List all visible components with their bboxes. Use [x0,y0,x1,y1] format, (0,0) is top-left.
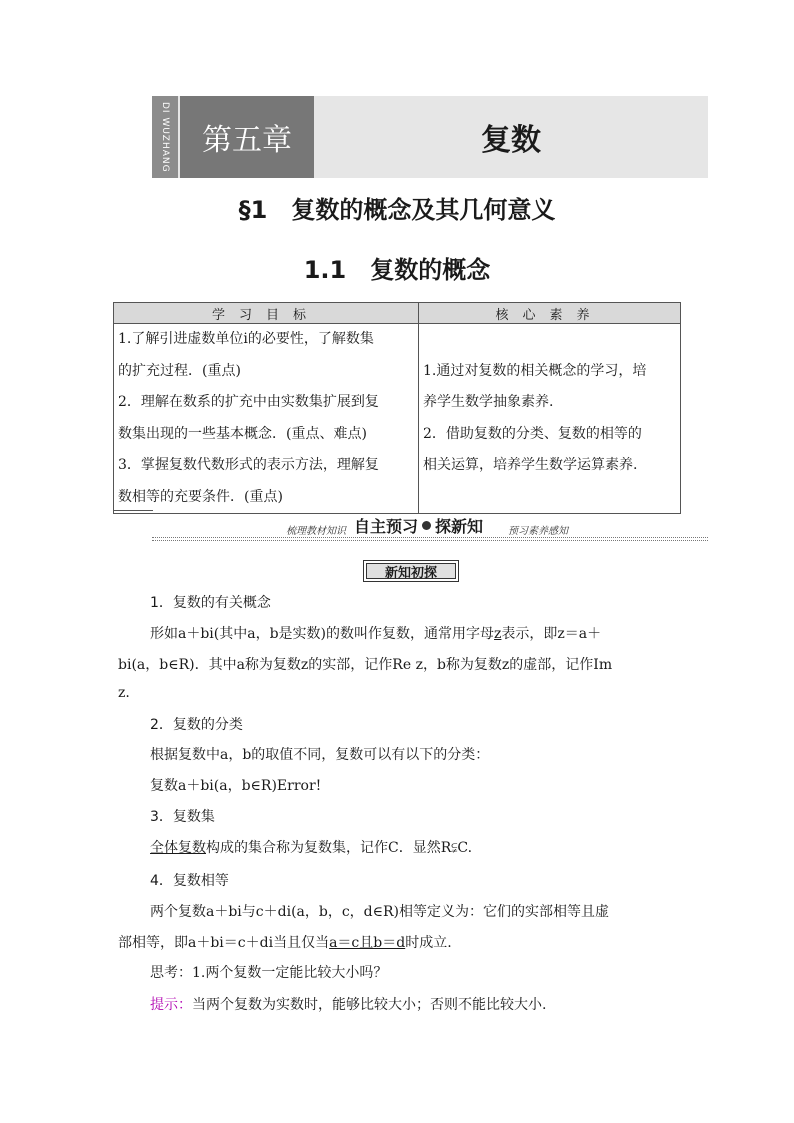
bullet-icon [422,521,431,530]
band-right-caption: 预习素养感知 [508,526,568,537]
literacy-line: 1.通过对复数的相关概念的学习，培 [423,362,647,379]
literacy-line: 相关运算，培养学生数学运算素养. [423,457,638,473]
subsection-title: 1.1 复数的概念 [303,256,491,284]
chapter-number: 第五章 [180,96,314,178]
literacy-line: 2．借助复数的分类、复数的相等的 [423,425,642,442]
heading-complex-concepts: 1．复数的有关概念 [150,595,271,611]
chapter-title: 复数 [481,123,541,158]
heading-complex-set: 3．复数集 [150,809,215,825]
hint-line [150,994,546,1014]
goal-line: 的扩充过程．(重点) [118,362,241,379]
goal-line: 数相等的充要条件．(重点) [118,488,283,505]
heading-equality: 4．复数相等 [150,873,229,889]
think-question: 思考：1.两个复数一定能比较大小吗？ [150,965,388,981]
band-left-caption: 梳理教材知识 [286,526,346,537]
paragraph-line: 根据复数中a，b的取值不同，复数可以有以下的分类： [150,747,490,763]
chapter-side-tag [152,96,178,178]
band-heading-b: 探新知 [435,517,484,536]
learning-goals-table [113,302,681,514]
goal-line: 2．理解在数系的扩充中由实数集扩展到复 [118,394,379,410]
heading-classification: 2．复数的分类 [150,717,243,733]
underlined-letter: z [494,626,502,642]
hint-text: 当两个复数为实数时，能够比较大小；否则不能比较大小. [192,997,547,1013]
paragraph-line: 复数a＋bi(a，b∈R)Error! [150,778,322,794]
section-title: §1 复数的概念及其几何意义 [238,196,556,224]
paragraph-line: 两个复数a＋bi与c＋di(a，b，c，d∈R)相等定义为：它们的实部相等且虚 [150,904,610,920]
underlined-text: a＝c且b＝d [329,935,406,951]
underlined-text: 全体复数 [150,840,206,856]
paragraph-line [118,932,452,952]
paragraph-line [150,623,601,643]
table-tail-line [113,510,153,511]
paragraph-line: z. [118,685,130,701]
text-run: 表示，即z＝a＋ [501,626,602,642]
text-run: 时成立. [405,935,452,951]
learning-goals-cell [114,324,419,514]
band-divider [152,537,708,538]
header-learning-goals: 学习目标 [114,303,419,324]
text-run: 部相等，即a＋bi＝c＋di当且仅当 [118,935,330,951]
band-heading-a: 自主预习 [354,517,419,536]
paragraph-line [150,837,472,857]
hint-label: 提示： [150,997,192,1013]
band-heading [354,514,483,537]
goal-line: 3．掌握复数代数形式的表示方法，理解复 [118,457,379,473]
paragraph-line: bi(a，b∈R)．其中a称为复数z的实部，记作Re z，b称为复数z的虚部，记作Im [118,657,613,673]
band-divider [152,540,708,541]
header-core-literacy: 核心素养 [419,303,681,324]
literacy-line: 养学生数学抽象素养. [423,394,554,410]
goal-line: 数集出现的一些基本概念．(重点、难点) [118,425,367,442]
text-run: 形如a＋bi(其中a，b是实数)的数叫作复数，通常用字母 [150,626,495,642]
core-literacy-cell [419,324,681,514]
side-tag-text: DI WUZHANG [160,101,170,173]
text-run: 构成的集合称为复数集，记作C．显然R⫋C. [206,840,473,856]
goal-line: 1.了解引进虚数单位i的必要性，了解数集 [118,331,374,347]
new-knowledge-badge: 新知初探 [363,560,459,582]
